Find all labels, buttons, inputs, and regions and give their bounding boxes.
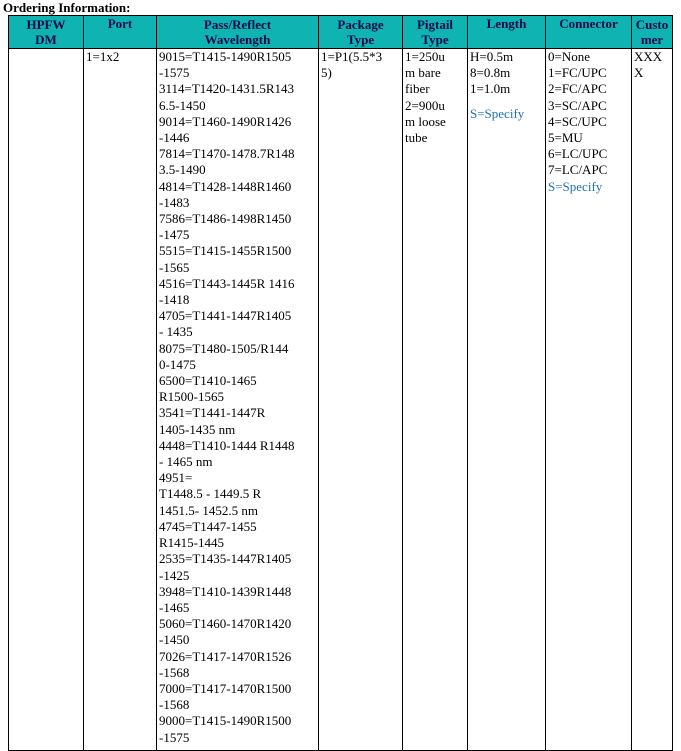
wavelength-line: - 1465 nm xyxy=(159,454,213,470)
connector-line: 3=SC/APC xyxy=(548,97,607,113)
wavelength-line: 4951= xyxy=(159,470,193,486)
wavelength-line: 3114=T1420-1431.5R143 xyxy=(159,81,295,97)
wavelength-line: -1475 xyxy=(159,227,190,243)
wavelength-line: -1568 xyxy=(159,697,190,713)
wavelength-line: 1451.5- 1452.5 nm xyxy=(159,502,258,518)
wavelength-line: 6.5-1450 xyxy=(159,97,206,113)
cell-hpfwdm xyxy=(9,49,84,751)
header-pigtail-type: Pigtail Type xyxy=(403,16,468,49)
header-port: Port xyxy=(84,16,157,49)
connector-line: 7=LC/APC xyxy=(548,162,608,178)
pigtail-line: 1=250u xyxy=(405,49,445,64)
cell-port: 1=1x2 xyxy=(84,49,157,751)
connector-line: 2=FC/APC xyxy=(548,81,607,97)
pigtail-line: m loose xyxy=(405,113,446,129)
header-length: Length xyxy=(468,16,546,49)
connector-specify: S=Specify xyxy=(548,178,603,194)
cell-wavelength xyxy=(157,49,319,751)
wavelength-line: 4448=T1410-1444 R1448 xyxy=(159,437,295,453)
cell-customer: XXXX xyxy=(632,49,673,751)
wavelength-line: T1448.5 - 1449.5 R xyxy=(159,486,262,502)
wavelength-line: 5515=T1415-1455R1500 xyxy=(159,243,292,259)
connector-line: 5=MU xyxy=(548,130,583,146)
wavelength-line: -1568 xyxy=(159,664,190,680)
length-line: H=0.5m xyxy=(470,49,514,64)
connector-line: 4=SC/UPC xyxy=(548,113,607,129)
connector-line: 1=FC/UPC xyxy=(548,65,607,81)
wavelength-line: 0-1475 xyxy=(159,356,196,372)
wavelength-line: -1575 xyxy=(159,65,190,81)
header-wavelength: Pass/Reflect Wavelength xyxy=(157,16,319,49)
wavelength-line: -1418 xyxy=(159,292,190,308)
wavelength-line: 9015=T1415-1490R1505 xyxy=(159,49,292,64)
wavelength-line: -1425 xyxy=(159,567,190,583)
connector-line: 0=None xyxy=(548,49,590,64)
table-row xyxy=(9,49,673,751)
package-list xyxy=(321,49,400,81)
cell-package-type xyxy=(319,49,403,751)
header-connector: Connector xyxy=(546,16,632,49)
ordering-table xyxy=(8,15,673,751)
wavelength-line: -1465 xyxy=(159,599,190,615)
package-line: 5) xyxy=(321,65,332,81)
wavelength-line: 9014=T1460-1490R1426 xyxy=(159,113,292,129)
wavelength-line: 7586=T1486-1498R1450 xyxy=(159,211,292,227)
wavelength-line: 9000=T1415-1490R1500 xyxy=(159,713,292,729)
wavelength-line: 4745=T1447-1455 xyxy=(159,518,257,534)
wavelength-line: 3541=T1441-1447R xyxy=(159,405,266,421)
wavelength-line: -1575 xyxy=(159,729,190,745)
cell-length xyxy=(468,49,546,751)
length-line: 1=1.0m xyxy=(470,81,511,97)
wavelength-line: - 1435 xyxy=(159,324,193,340)
wavelength-line: 5060=T1460-1470R1420 xyxy=(159,616,292,632)
wavelength-line: 8075=T1480-1505/R144 xyxy=(159,340,289,356)
wavelength-line: -1483 xyxy=(159,194,190,210)
wavelength-line: 7814=T1470-1478.7R148 xyxy=(159,146,295,162)
pigtail-line: tube xyxy=(405,130,428,146)
wavelength-line: -1450 xyxy=(159,632,190,648)
connector-line: 6=LC/UPC xyxy=(548,146,608,162)
pigtail-list xyxy=(405,49,465,146)
wavelength-line: 7026=T1417-1470R1526 xyxy=(159,648,292,664)
wavelength-line: -1446 xyxy=(159,130,190,146)
wavelength-list xyxy=(159,49,316,746)
ordering-heading: Ordering Information: xyxy=(3,0,131,15)
cell-pigtail-type xyxy=(403,49,468,751)
pigtail-line: fiber xyxy=(405,81,430,97)
wavelength-line: 3948=T1410-1439R1448 xyxy=(159,583,292,599)
wavelength-line: R1500-1565 xyxy=(159,389,224,405)
wavelength-line: 3.5-1490 xyxy=(159,162,206,178)
header-hpfwdm: HPFW DM xyxy=(9,16,84,49)
wavelength-line: R1415-1445 xyxy=(159,535,224,551)
wavelength-line: 1405-1435 nm xyxy=(159,421,236,437)
pigtail-line: 2=900u xyxy=(405,97,445,113)
length-specify: S=Specify xyxy=(470,105,525,121)
package-line: 1=P1(5.5*3 xyxy=(321,49,383,64)
header-package-type: Package Type xyxy=(319,16,403,49)
wavelength-line: 6500=T1410-1465 xyxy=(159,373,257,389)
wavelength-line: 7000=T1417-1470R1500 xyxy=(159,680,292,696)
cell-connector xyxy=(546,49,632,751)
header-row xyxy=(9,16,673,49)
connector-list xyxy=(548,49,629,179)
wavelength-line: 4814=T1428-1448R1460 xyxy=(159,178,292,194)
wavelength-line: -1565 xyxy=(159,259,190,275)
length-list xyxy=(470,49,543,98)
wavelength-line: 4516=T1443-1445R 1416 xyxy=(159,275,295,291)
pigtail-line: m bare xyxy=(405,65,441,81)
wavelength-line: 2535=T1435-1447R1405 xyxy=(159,551,292,567)
length-line: 8=0.8m xyxy=(470,65,511,81)
header-customer: Custo mer xyxy=(632,16,673,49)
wavelength-line: 4705=T1441-1447R1405 xyxy=(159,308,292,324)
